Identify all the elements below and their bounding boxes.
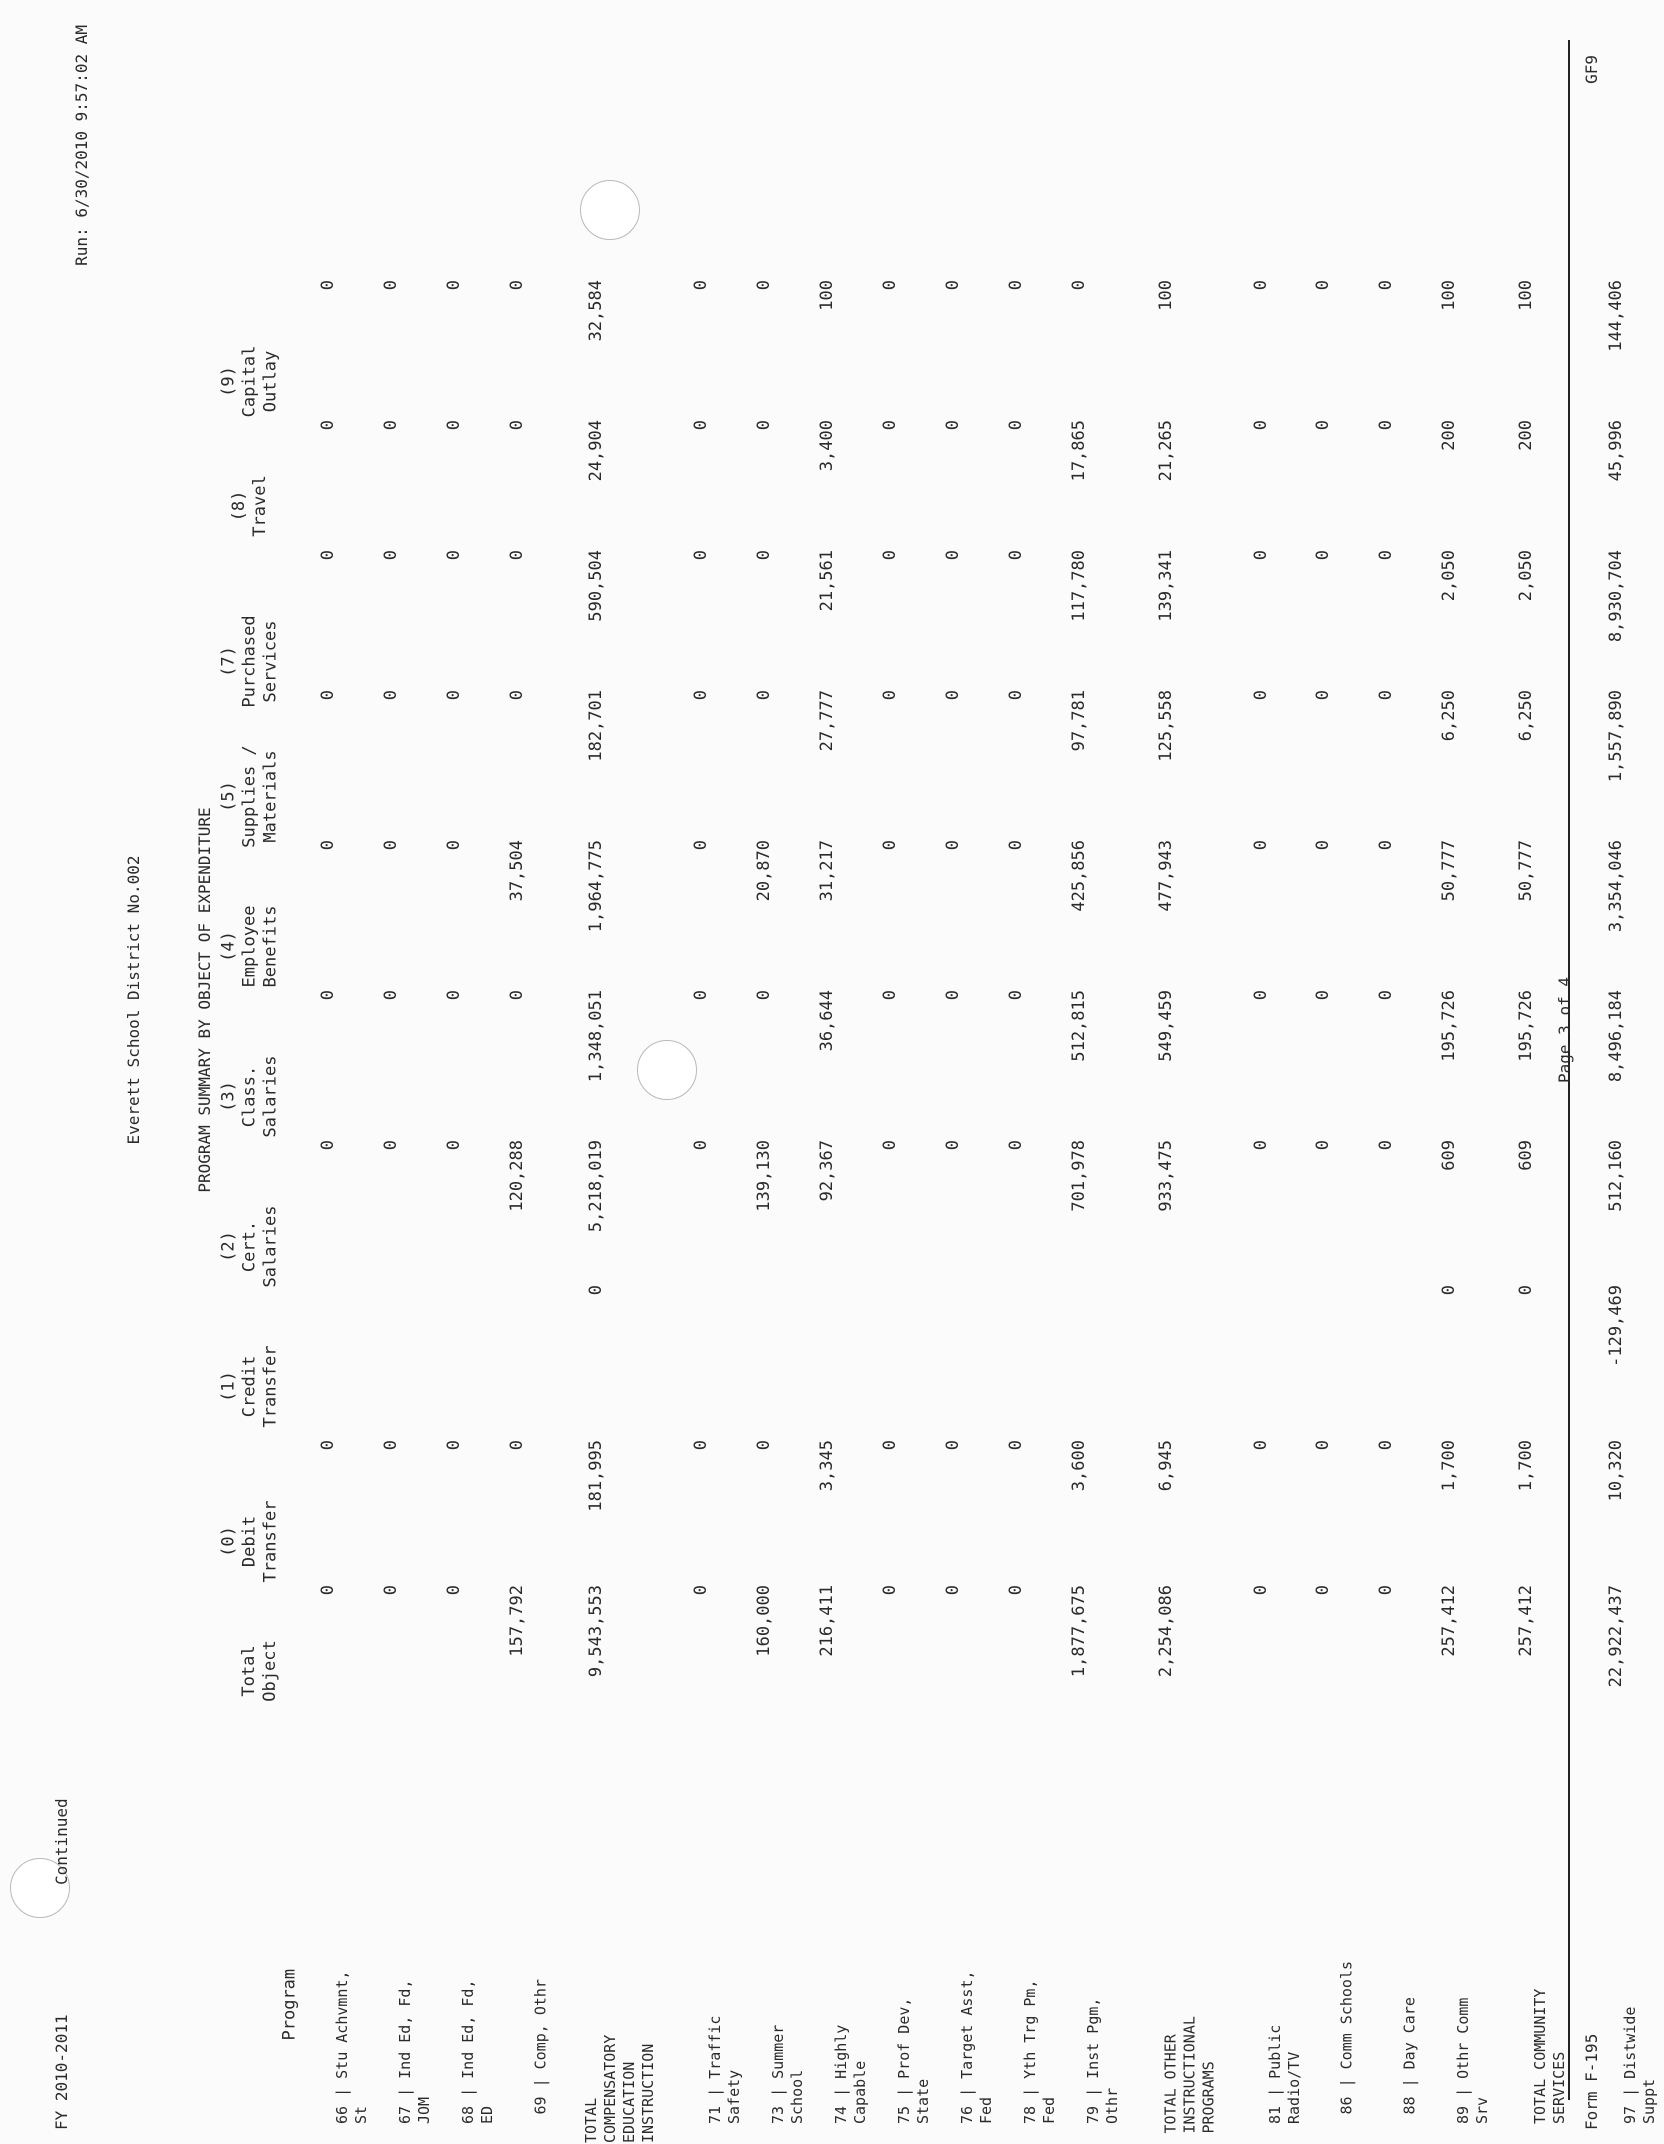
table-cell: 0 <box>1006 1140 1026 1151</box>
table-cell: 0 <box>1251 1440 1271 1451</box>
table-cell: 0 <box>754 550 774 561</box>
table-cell: 1,877,675 <box>1069 1585 1089 1678</box>
table-cell: 0 <box>754 990 774 1001</box>
table-cell: 3,354,046 <box>1606 840 1626 933</box>
table-cell: 0 <box>691 420 711 431</box>
table-cell: 0 <box>381 1440 401 1451</box>
column-header: (7) Purchased Services <box>218 615 281 708</box>
column-header: (5) Supplies / Materials <box>218 745 281 848</box>
table-cell: 216,411 <box>817 1585 837 1657</box>
program-label: 74 | Highly Capable <box>832 2024 869 2124</box>
table-cell: 0 <box>381 1140 401 1151</box>
table-cell: 97,781 <box>1069 690 1089 752</box>
table-cell: 92,367 <box>817 1140 837 1202</box>
program-label: TOTAL OTHER INSTRUCTIONAL PROGRAMS <box>1161 2016 1218 2134</box>
table-cell: 100 <box>817 280 837 311</box>
column-header: (1) Credit Transfer <box>218 1345 281 1428</box>
table-cell: 100 <box>1439 280 1459 311</box>
column-header: (9) Capital Outlay <box>218 345 281 418</box>
table-cell: 0 <box>318 550 338 561</box>
table-cell: 0 <box>1376 420 1396 431</box>
table-cell: 160,000 <box>754 1585 774 1657</box>
table-cell: 0 <box>943 990 963 1001</box>
table-cell: 0 <box>691 690 711 701</box>
table-cell: 0 <box>381 550 401 561</box>
table-cell: 139,341 <box>1156 550 1176 622</box>
table-cell: 0 <box>880 990 900 1001</box>
table-cell: 257,412 <box>1439 1585 1459 1657</box>
table-cell: 0 <box>880 420 900 431</box>
table-cell: 3,400 <box>817 420 837 472</box>
table-cell: 6,250 <box>1516 690 1536 742</box>
table-cell: 0 <box>1006 990 1026 1001</box>
table-cell: 0 <box>943 280 963 291</box>
column-header: (4) Employee Benefits <box>218 905 281 988</box>
table-cell: 0 <box>444 1585 464 1596</box>
table-cell: 100 <box>1516 280 1536 311</box>
table-cell: 1,700 <box>1439 1440 1459 1492</box>
table-cell: 157,792 <box>507 1585 527 1657</box>
table-cell: 2,050 <box>1516 550 1536 602</box>
table-cell: 0 <box>943 690 963 701</box>
table-cell: 0 <box>318 990 338 1001</box>
table-cell: 0 <box>381 690 401 701</box>
column-header: Program <box>279 1968 300 2041</box>
program-label: 79 | Inst Pgm, Othr <box>1084 1997 1121 2124</box>
table-cell: 512,815 <box>1069 990 1089 1062</box>
program-label: 69 | Comp, Othr <box>531 1979 550 2115</box>
table-cell: 0 <box>1376 690 1396 701</box>
table-cell: 0 <box>507 990 527 1001</box>
table-cell: 22,922,437 <box>1606 1585 1626 1688</box>
table-cell: 0 <box>381 280 401 291</box>
table-cell: 0 <box>507 1440 527 1451</box>
table-cell: 0 <box>943 840 963 851</box>
table-cell: 0 <box>1313 280 1333 291</box>
form-number: Form F-195 <box>1582 2033 1601 2130</box>
table-cell: 0 <box>1376 280 1396 291</box>
table-cell: 0 <box>1251 420 1271 431</box>
program-label: 88 | Day Care <box>1400 1997 1419 2115</box>
table-cell: 609 <box>1516 1140 1536 1171</box>
table-cell: 0 <box>444 550 464 561</box>
table-cell: 1,557,890 <box>1606 690 1626 783</box>
table-cell: 0 <box>1313 840 1333 851</box>
table-cell: 0 <box>444 1140 464 1151</box>
program-label: 68 | Ind Ed, Fd, ED <box>459 1979 496 2124</box>
table-cell: 200 <box>1516 420 1536 451</box>
program-label: TOTAL COMPENSATORY EDUCATION INSTRUCTION <box>582 2034 657 2143</box>
table-cell: 0 <box>880 840 900 851</box>
table-cell: 9,543,553 <box>586 1585 606 1678</box>
table-cell: 6,250 <box>1439 690 1459 742</box>
report-code: GF9 <box>1582 55 1601 84</box>
table-cell: 3,600 <box>1069 1440 1089 1492</box>
table-cell: 425,856 <box>1069 840 1089 912</box>
column-header: (2) Cert. Salaries <box>218 1205 281 1288</box>
table-cell: 36,644 <box>817 990 837 1052</box>
table-cell: 1,348,051 <box>586 990 606 1083</box>
fiscal-year: FY 2010-2011 <box>52 2014 71 2130</box>
table-cell: 0 <box>1251 840 1271 851</box>
table-cell: 0 <box>1376 1440 1396 1451</box>
table-cell: 0 <box>880 1440 900 1451</box>
table-cell: 0 <box>444 840 464 851</box>
table-cell: 0 <box>1006 1440 1026 1451</box>
table-cell: 0 <box>1313 990 1333 1001</box>
table-cell: 2,050 <box>1439 550 1459 602</box>
table-cell: 0 <box>1313 550 1333 561</box>
table-cell: -129,469 <box>1606 1285 1626 1367</box>
table-cell: 0 <box>754 280 774 291</box>
table-cell: 0 <box>1251 550 1271 561</box>
table-cell: 0 <box>880 1140 900 1151</box>
table-cell: 0 <box>880 1585 900 1596</box>
table-cell: 120,288 <box>507 1140 527 1212</box>
table-cell: 195,726 <box>1439 990 1459 1062</box>
program-label: 66 | Stu Achvmnt, St <box>333 1970 370 2124</box>
table-cell: 50,777 <box>1439 840 1459 902</box>
program-label: 75 | Prof Dev, State <box>895 1997 932 2124</box>
column-header: (8) Travel <box>229 475 270 537</box>
report-title: PROGRAM SUMMARY BY OBJECT OF EXPENDITURE <box>195 807 214 1193</box>
table-cell: 8,496,184 <box>1606 990 1626 1083</box>
table-cell: 17,865 <box>1069 420 1089 482</box>
table-cell: 0 <box>1006 550 1026 561</box>
table-cell: 2,254,086 <box>1156 1585 1176 1678</box>
table-cell: 21,561 <box>817 550 837 612</box>
table-cell: 0 <box>943 1440 963 1451</box>
program-label: 97 | Distwide Suppt <box>1621 2006 1658 2124</box>
table-cell: 117,780 <box>1069 550 1089 622</box>
table-cell: 0 <box>691 1585 711 1596</box>
table-cell: 50,777 <box>1516 840 1536 902</box>
page-number: Page 3 of 4 <box>1555 977 1574 1083</box>
table-cell: 0 <box>1516 1285 1536 1296</box>
table-cell: 0 <box>880 280 900 291</box>
table-cell: 0 <box>318 1585 338 1596</box>
table-cell: 0 <box>318 840 338 851</box>
program-label: 73 | Summer School <box>769 2024 806 2124</box>
table-cell: 1,700 <box>1516 1440 1536 1492</box>
table-cell: 0 <box>691 1440 711 1451</box>
table-cell: 0 <box>1251 1585 1271 1596</box>
table-cell: 0 <box>1006 280 1026 291</box>
table-cell: 933,475 <box>1156 1140 1176 1212</box>
table-cell: 0 <box>318 1440 338 1451</box>
table-cell: 195,726 <box>1516 990 1536 1062</box>
table-cell: 0 <box>1439 1285 1459 1296</box>
table-cell: 609 <box>1439 1140 1459 1171</box>
table-cell: 0 <box>1313 1585 1333 1596</box>
table-cell: 0 <box>444 1440 464 1451</box>
table-cell: 0 <box>754 1440 774 1451</box>
table-cell: 0 <box>318 1140 338 1151</box>
program-label: 67 | Ind Ed, Fd, JOM <box>396 1979 433 2124</box>
table-cell: 21,265 <box>1156 420 1176 482</box>
table-cell: 0 <box>880 690 900 701</box>
table-cell: 0 <box>381 840 401 851</box>
table-cell: 0 <box>444 280 464 291</box>
continued-label: Continued <box>52 1798 71 1885</box>
table-cell: 0 <box>1313 1140 1333 1151</box>
table-cell: 0 <box>444 990 464 1001</box>
program-label: 86 | Comm Schools <box>1337 1960 1356 2115</box>
table-cell: 0 <box>1376 1140 1396 1151</box>
table-cell: 181,995 <box>586 1440 606 1512</box>
table-cell: 27,777 <box>817 690 837 752</box>
program-label: TOTAL COMMUNITY SERVICES <box>1531 1988 1568 2124</box>
table-cell: 1,964,775 <box>586 840 606 933</box>
program-label: 81 | Public Radio/TV <box>1266 2024 1303 2124</box>
table-cell: 0 <box>880 550 900 561</box>
table-cell: 0 <box>1006 690 1026 701</box>
table-cell: 8,930,704 <box>1606 550 1626 643</box>
table-cell: 45,996 <box>1606 420 1626 482</box>
table-cell: 37,504 <box>507 840 527 902</box>
table-cell: 0 <box>1313 1440 1333 1451</box>
table-cell: 701,978 <box>1069 1140 1089 1212</box>
table-cell: 0 <box>754 690 774 701</box>
table-cell: 0 <box>1069 280 1089 291</box>
table-cell: 549,459 <box>1156 990 1176 1062</box>
table-cell: 0 <box>1376 550 1396 561</box>
table-cell: 3,345 <box>817 1440 837 1492</box>
table-cell: 0 <box>507 420 527 431</box>
table-cell: 125,558 <box>1156 690 1176 762</box>
program-label: 71 | Traffic Safety <box>706 2015 743 2124</box>
program-label: 76 | Target Asst, Fed <box>958 1970 995 2124</box>
table-cell: 0 <box>1006 1585 1026 1596</box>
table-cell: 0 <box>1376 840 1396 851</box>
table-cell: 0 <box>381 990 401 1001</box>
table-cell: 0 <box>1313 690 1333 701</box>
table-cell: 0 <box>1006 420 1026 431</box>
table-cell: 0 <box>1313 420 1333 431</box>
table-cell: 0 <box>444 420 464 431</box>
table-cell: 0 <box>381 1585 401 1596</box>
table-cell: 0 <box>943 550 963 561</box>
table-cell: 100 <box>1156 280 1176 311</box>
table-cell: 182,701 <box>586 690 606 762</box>
table-cell: 512,160 <box>1606 1140 1626 1212</box>
table-cell: 0 <box>1251 690 1271 701</box>
table-cell: 0 <box>318 420 338 431</box>
table-cell: 20,870 <box>754 840 774 902</box>
table-cell: 0 <box>507 280 527 291</box>
table-cell: 144,406 <box>1606 280 1626 352</box>
column-header: Total Object <box>239 1640 280 1702</box>
table-cell: 31,217 <box>817 840 837 902</box>
table-cell: 0 <box>691 280 711 291</box>
table-cell: 0 <box>318 280 338 291</box>
table-cell: 0 <box>318 690 338 701</box>
table-cell: 32,584 <box>586 280 606 342</box>
table-cell: 6,945 <box>1156 1440 1176 1492</box>
table-cell: 0 <box>691 1140 711 1151</box>
table-cell: 0 <box>691 550 711 561</box>
table-cell: 0 <box>691 990 711 1001</box>
run-timestamp: Run: 6/30/2010 9:57:02 AM <box>72 25 91 266</box>
table-cell: 0 <box>1376 1585 1396 1596</box>
table-cell: 0 <box>691 840 711 851</box>
table-cell: 0 <box>1251 280 1271 291</box>
table-cell: 0 <box>444 690 464 701</box>
table-cell: 10,320 <box>1606 1440 1626 1502</box>
table-cell: 257,412 <box>1516 1585 1536 1657</box>
column-header: (0) Debit Transfer <box>218 1500 281 1583</box>
table-cell: 0 <box>754 420 774 431</box>
table-cell: 0 <box>1006 840 1026 851</box>
table-cell: 0 <box>586 1285 606 1296</box>
table-cell: 0 <box>943 1140 963 1151</box>
table-cell: 477,943 <box>1156 840 1176 912</box>
column-header: (3) Class. Salaries <box>218 1055 281 1138</box>
table-cell: 0 <box>943 420 963 431</box>
table-cell: 0 <box>507 550 527 561</box>
program-label: 89 | Othr Comm Srv <box>1454 1997 1491 2124</box>
table-cell: 0 <box>943 1585 963 1596</box>
table-cell: 0 <box>381 420 401 431</box>
table-cell: 0 <box>1251 990 1271 1001</box>
table-cell: 139,130 <box>754 1140 774 1212</box>
table-cell: 0 <box>1251 1140 1271 1151</box>
table-cell: 0 <box>507 690 527 701</box>
program-label: 78 | Yth Trg Pm, Fed <box>1021 1979 1058 2124</box>
table-cell: 590,504 <box>586 550 606 622</box>
table-cell: 24,904 <box>586 420 606 482</box>
district-name: Everett School District No.002 <box>124 855 143 1145</box>
table-cell: 200 <box>1439 420 1459 451</box>
table-cell: 0 <box>1376 990 1396 1001</box>
table-cell: 5,218,019 <box>586 1140 606 1233</box>
